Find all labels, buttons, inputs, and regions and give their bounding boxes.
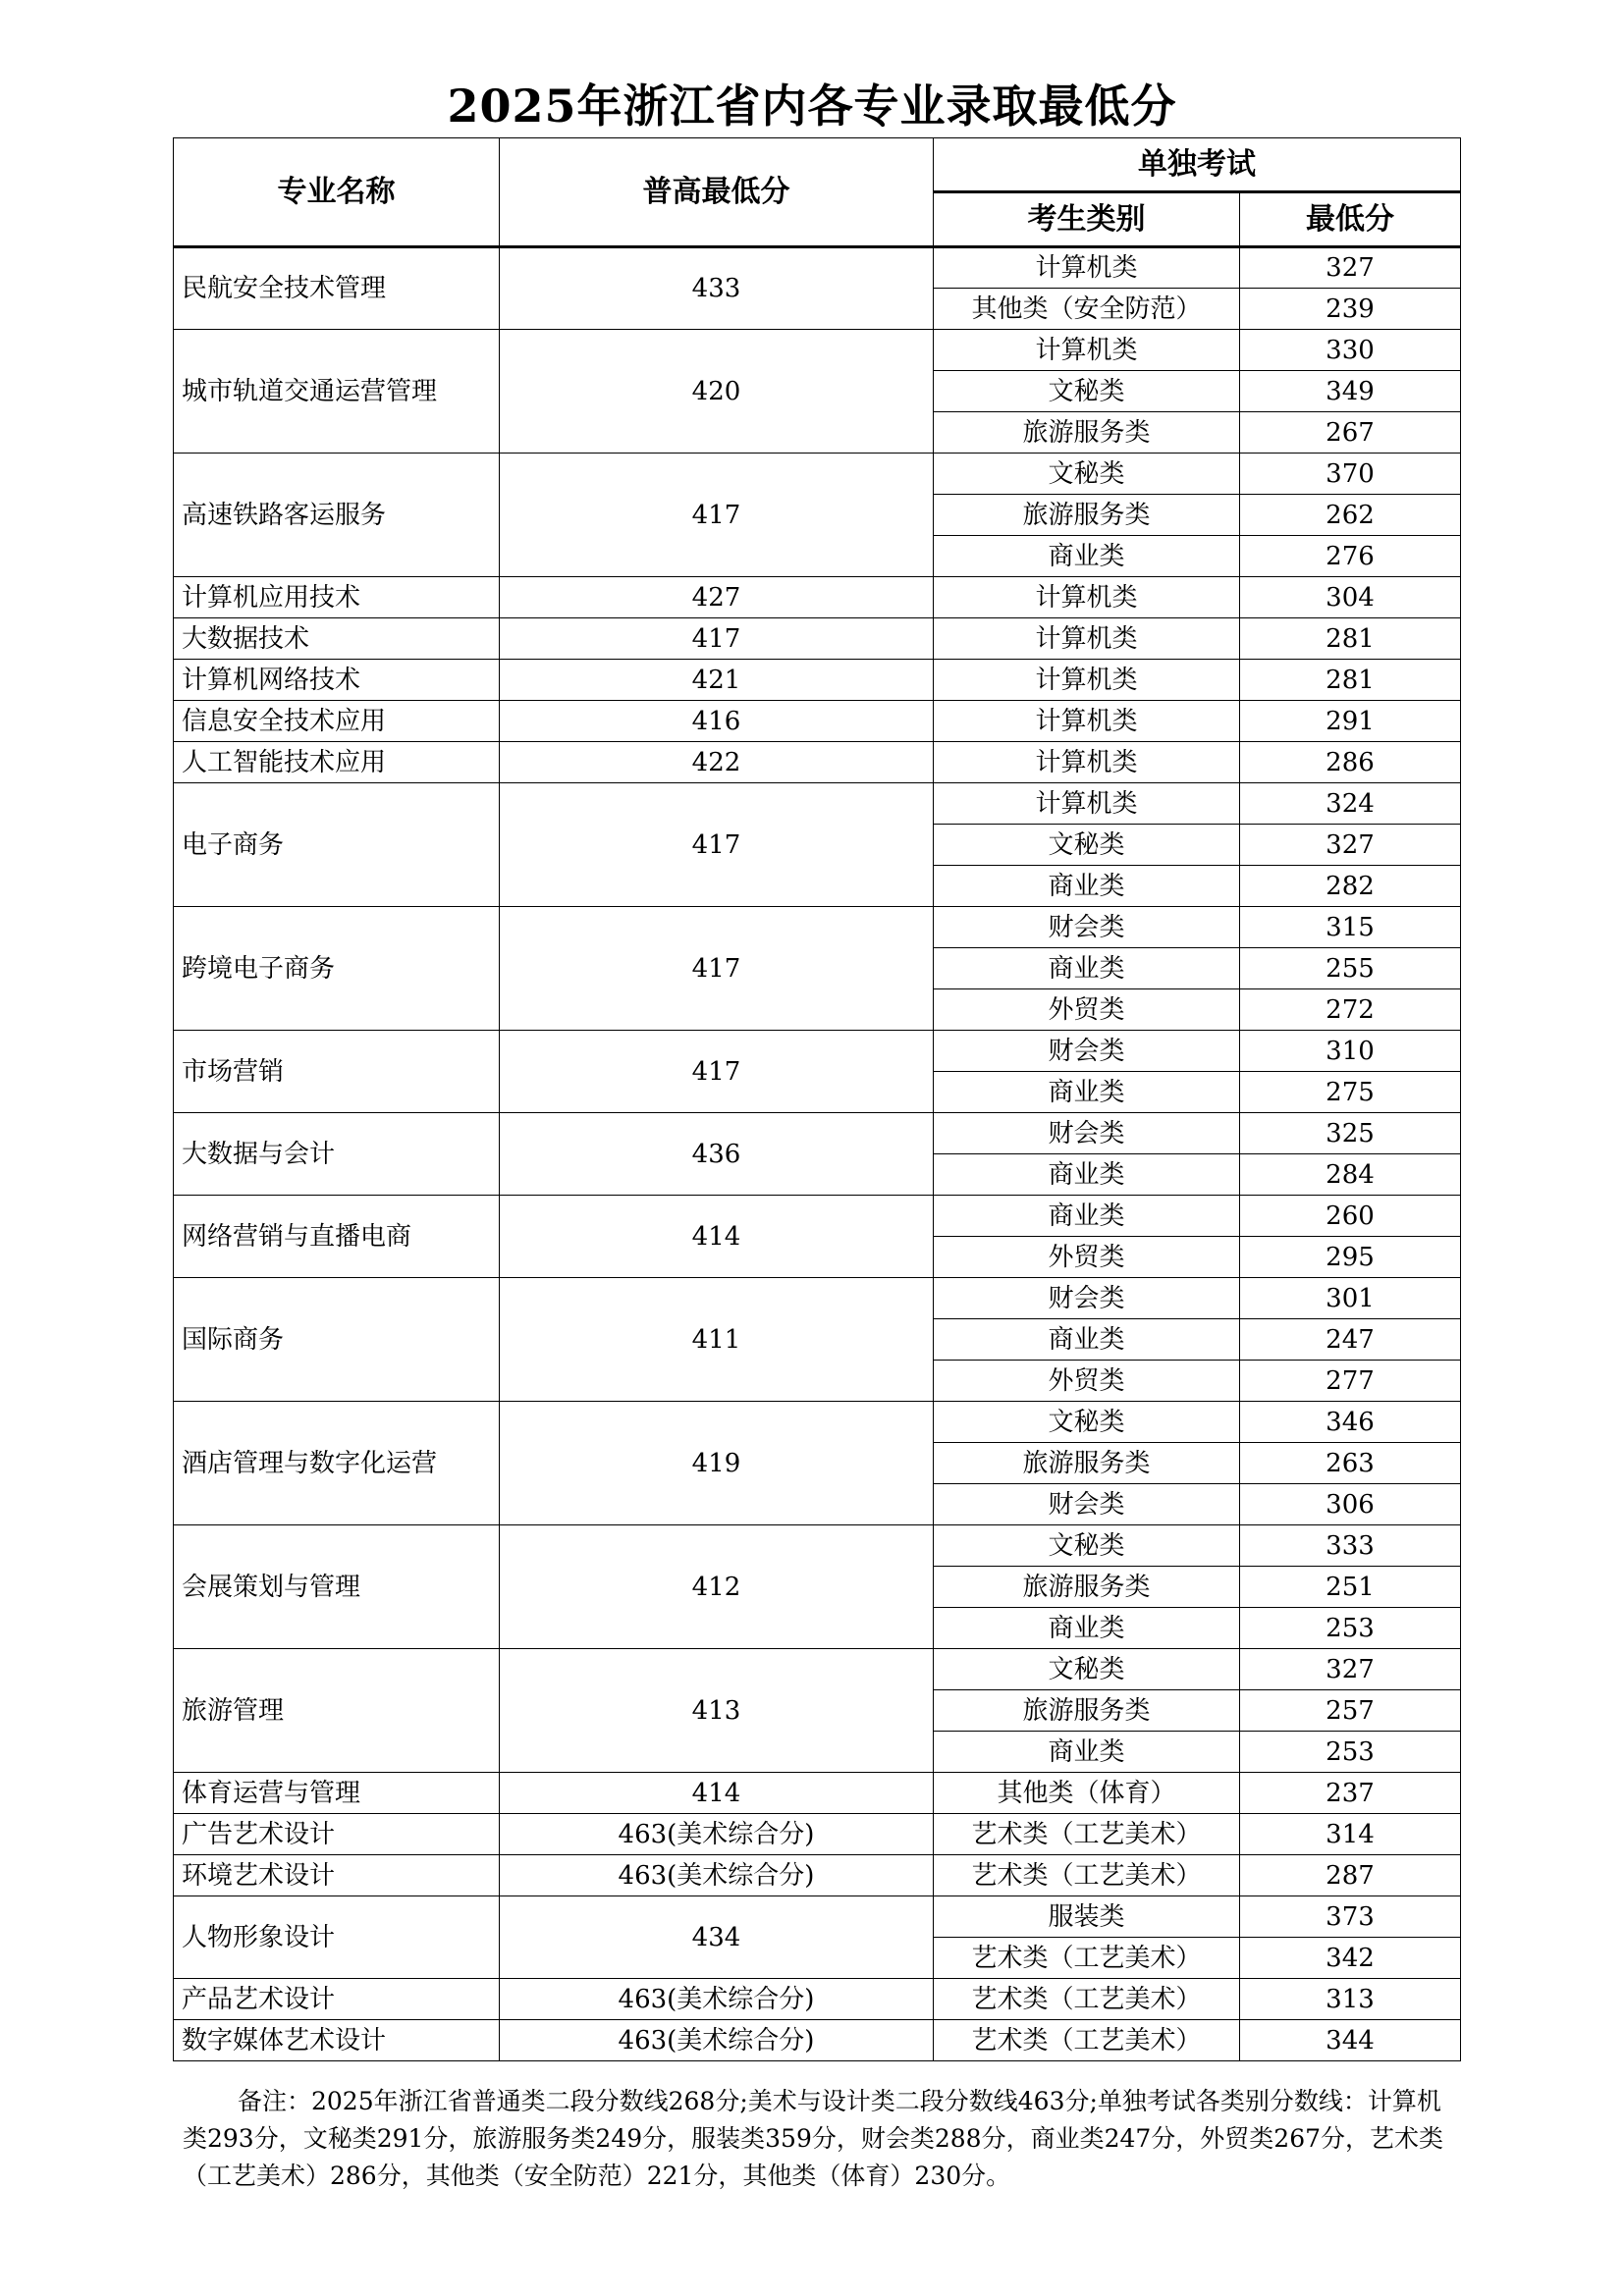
min-score-cell: 237 (1240, 1773, 1461, 1814)
min-score-cell: 314 (1240, 1814, 1461, 1855)
category-cell: 旅游服务类 (934, 1690, 1240, 1732)
general-min-score-cell: 419 (500, 1402, 934, 1525)
table-row (174, 783, 1461, 825)
min-score-cell: 306 (1240, 1484, 1461, 1525)
major-name-cell: 酒店管理与数字化运营 (174, 1402, 500, 1525)
table-row (174, 330, 1461, 371)
general-min-score-cell: 422 (500, 742, 934, 783)
major-name-cell: 产品艺术设计 (174, 1979, 500, 2020)
category-cell: 商业类 (934, 866, 1240, 907)
category-cell: 其他类（安全防范） (934, 289, 1240, 330)
category-cell: 财会类 (934, 1031, 1240, 1072)
category-cell: 旅游服务类 (934, 1567, 1240, 1608)
table-row (174, 701, 1461, 742)
category-cell: 旅游服务类 (934, 1443, 1240, 1484)
general-min-score-cell: 414 (500, 1773, 934, 1814)
footnote: 备注：2025年浙江省普通类二段分数线268分;美术与设计类二段分数线463分;单独考试各类别分数线：计算机类293分，文秘类291分，旅游服务类249分，服装类359分，财会类288分，商业类247分，外贸类267分，艺术类（工艺美术）286分，其他类（安全防范）221分，其他类（体育）230分。 (183, 2087, 1444, 2190)
min-score-cell: 324 (1240, 783, 1461, 825)
min-score-cell: 327 (1240, 247, 1461, 289)
major-name-cell: 旅游管理 (174, 1649, 500, 1773)
major-name-cell: 高速铁路客运服务 (174, 454, 500, 577)
general-min-score-cell: 427 (500, 577, 934, 618)
category-cell: 计算机类 (934, 660, 1240, 701)
category-cell: 商业类 (934, 536, 1240, 577)
min-score-cell: 281 (1240, 660, 1461, 701)
table-row (174, 454, 1461, 495)
header-major: 专业名称 (174, 138, 500, 247)
min-score-cell: 281 (1240, 618, 1461, 660)
general-min-score-cell: 417 (500, 783, 934, 907)
min-score-cell: 247 (1240, 1319, 1461, 1361)
min-score-cell: 301 (1240, 1278, 1461, 1319)
category-cell: 计算机类 (934, 247, 1240, 289)
min-score-cell: 284 (1240, 1154, 1461, 1196)
table-row (174, 742, 1461, 783)
major-name-cell: 数字媒体艺术设计 (174, 2020, 500, 2061)
general-min-score-cell: 421 (500, 660, 934, 701)
major-name-cell: 体育运营与管理 (174, 1773, 500, 1814)
general-min-score-cell: 463(美术综合分) (500, 1814, 934, 1855)
general-min-score-cell: 434 (500, 1896, 934, 1979)
category-cell: 计算机类 (934, 783, 1240, 825)
category-cell: 商业类 (934, 1732, 1240, 1773)
major-name-cell: 人物形象设计 (174, 1896, 500, 1979)
header-min-score: 最低分 (1240, 192, 1461, 247)
min-score-cell: 251 (1240, 1567, 1461, 1608)
category-cell: 艺术类（工艺美术） (934, 1814, 1240, 1855)
min-score-cell: 330 (1240, 330, 1461, 371)
table-body (174, 247, 1461, 2061)
header-single-exam: 单独考试 (934, 138, 1461, 192)
min-score-cell: 315 (1240, 907, 1461, 948)
category-cell: 旅游服务类 (934, 412, 1240, 454)
major-name-cell: 市场营销 (174, 1031, 500, 1113)
category-cell: 商业类 (934, 1154, 1240, 1196)
category-cell: 服装类 (934, 1896, 1240, 1938)
category-cell: 艺术类（工艺美术） (934, 2020, 1240, 2061)
table-row (174, 1979, 1461, 2020)
major-name-cell: 广告艺术设计 (174, 1814, 500, 1855)
category-cell: 计算机类 (934, 618, 1240, 660)
major-name-cell: 计算机应用技术 (174, 577, 500, 618)
general-min-score-cell: 417 (500, 454, 934, 577)
category-cell: 计算机类 (934, 742, 1240, 783)
category-cell: 财会类 (934, 1113, 1240, 1154)
category-cell: 财会类 (934, 1484, 1240, 1525)
category-cell: 计算机类 (934, 701, 1240, 742)
table-row (174, 2020, 1461, 2061)
category-cell: 艺术类（工艺美术） (934, 1855, 1240, 1896)
min-score-cell: 342 (1240, 1938, 1461, 1979)
major-name-cell: 电子商务 (174, 783, 500, 907)
min-score-cell: 277 (1240, 1361, 1461, 1402)
min-score-cell: 286 (1240, 742, 1461, 783)
min-score-cell: 272 (1240, 989, 1461, 1031)
general-min-score-cell: 433 (500, 247, 934, 330)
category-cell: 艺术类（工艺美术） (934, 1938, 1240, 1979)
general-min-score-cell: 416 (500, 701, 934, 742)
table-row (174, 247, 1461, 289)
min-score-cell: 275 (1240, 1072, 1461, 1113)
major-name-cell: 人工智能技术应用 (174, 742, 500, 783)
table-row (174, 1196, 1461, 1237)
category-cell: 计算机类 (934, 330, 1240, 371)
general-min-score-cell: 463(美术综合分) (500, 2020, 934, 2061)
min-score-cell: 373 (1240, 1896, 1461, 1938)
table-row (174, 1896, 1461, 1938)
min-score-cell: 333 (1240, 1525, 1461, 1567)
min-score-cell: 257 (1240, 1690, 1461, 1732)
category-cell: 文秘类 (934, 1525, 1240, 1567)
category-cell: 计算机类 (934, 577, 1240, 618)
general-min-score-cell: 413 (500, 1649, 934, 1773)
min-score-cell: 276 (1240, 536, 1461, 577)
general-min-score-cell: 436 (500, 1113, 934, 1196)
table-row (174, 1814, 1461, 1855)
min-score-cell: 253 (1240, 1732, 1461, 1773)
category-cell: 商业类 (934, 1608, 1240, 1649)
min-score-cell: 282 (1240, 866, 1461, 907)
table-row (174, 1773, 1461, 1814)
min-score-cell: 253 (1240, 1608, 1461, 1649)
min-score-cell: 349 (1240, 371, 1461, 412)
general-min-score-cell: 417 (500, 618, 934, 660)
table-row (174, 1855, 1461, 1896)
admission-score-table (173, 137, 1461, 2061)
general-min-score-cell: 414 (500, 1196, 934, 1278)
min-score-cell: 260 (1240, 1196, 1461, 1237)
category-cell: 商业类 (934, 1072, 1240, 1113)
min-score-cell: 344 (1240, 2020, 1461, 2061)
category-cell: 文秘类 (934, 454, 1240, 495)
table-row (174, 660, 1461, 701)
page-title: 2025年浙江省内各专业录取最低分 (447, 80, 1177, 133)
general-min-score-cell: 420 (500, 330, 934, 454)
min-score-cell: 327 (1240, 1649, 1461, 1690)
category-cell: 艺术类（工艺美术） (934, 1979, 1240, 2020)
category-cell: 外贸类 (934, 1237, 1240, 1278)
category-cell: 财会类 (934, 1278, 1240, 1319)
category-cell: 商业类 (934, 1196, 1240, 1237)
category-cell: 其他类（体育） (934, 1773, 1240, 1814)
min-score-cell: 304 (1240, 577, 1461, 618)
min-score-cell: 327 (1240, 825, 1461, 866)
min-score-cell: 310 (1240, 1031, 1461, 1072)
major-name-cell: 信息安全技术应用 (174, 701, 500, 742)
table-row (174, 1525, 1461, 1567)
general-min-score-cell: 417 (500, 907, 934, 1031)
min-score-cell: 313 (1240, 1979, 1461, 2020)
category-cell: 文秘类 (934, 825, 1240, 866)
category-cell: 商业类 (934, 948, 1240, 989)
min-score-cell: 267 (1240, 412, 1461, 454)
general-min-score-cell: 463(美术综合分) (500, 1979, 934, 2020)
category-cell: 财会类 (934, 907, 1240, 948)
table-row (174, 1031, 1461, 1072)
category-cell: 文秘类 (934, 1402, 1240, 1443)
general-min-score-cell: 417 (500, 1031, 934, 1113)
major-name-cell: 环境艺术设计 (174, 1855, 500, 1896)
min-score-cell: 291 (1240, 701, 1461, 742)
category-cell: 外贸类 (934, 1361, 1240, 1402)
major-name-cell: 民航安全技术管理 (174, 247, 500, 330)
min-score-cell: 346 (1240, 1402, 1461, 1443)
min-score-cell: 255 (1240, 948, 1461, 989)
category-cell: 文秘类 (934, 371, 1240, 412)
table-row (174, 1402, 1461, 1443)
min-score-cell: 262 (1240, 495, 1461, 536)
general-min-score-cell: 412 (500, 1525, 934, 1649)
table-row (174, 907, 1461, 948)
table-row (174, 1113, 1461, 1154)
major-name-cell: 计算机网络技术 (174, 660, 500, 701)
major-name-cell: 网络营销与直播电商 (174, 1196, 500, 1278)
header-general-min: 普高最低分 (500, 138, 934, 247)
category-cell: 商业类 (934, 1319, 1240, 1361)
major-name-cell: 大数据与会计 (174, 1113, 500, 1196)
major-name-cell: 国际商务 (174, 1278, 500, 1402)
general-min-score-cell: 411 (500, 1278, 934, 1402)
table-row (174, 618, 1461, 660)
min-score-cell: 287 (1240, 1855, 1461, 1896)
category-cell: 旅游服务类 (934, 495, 1240, 536)
general-min-score-cell: 463(美术综合分) (500, 1855, 934, 1896)
min-score-cell: 370 (1240, 454, 1461, 495)
table-row (174, 1278, 1461, 1319)
table-row (174, 1649, 1461, 1690)
min-score-cell: 295 (1240, 1237, 1461, 1278)
category-cell: 文秘类 (934, 1649, 1240, 1690)
min-score-cell: 325 (1240, 1113, 1461, 1154)
major-name-cell: 城市轨道交通运营管理 (174, 330, 500, 454)
category-cell: 外贸类 (934, 989, 1240, 1031)
major-name-cell: 跨境电子商务 (174, 907, 500, 1031)
min-score-cell: 263 (1240, 1443, 1461, 1484)
major-name-cell: 会展策划与管理 (174, 1525, 500, 1649)
table-row (174, 577, 1461, 618)
min-score-cell: 239 (1240, 289, 1461, 330)
header-category: 考生类别 (934, 192, 1240, 247)
major-name-cell: 大数据技术 (174, 618, 500, 660)
